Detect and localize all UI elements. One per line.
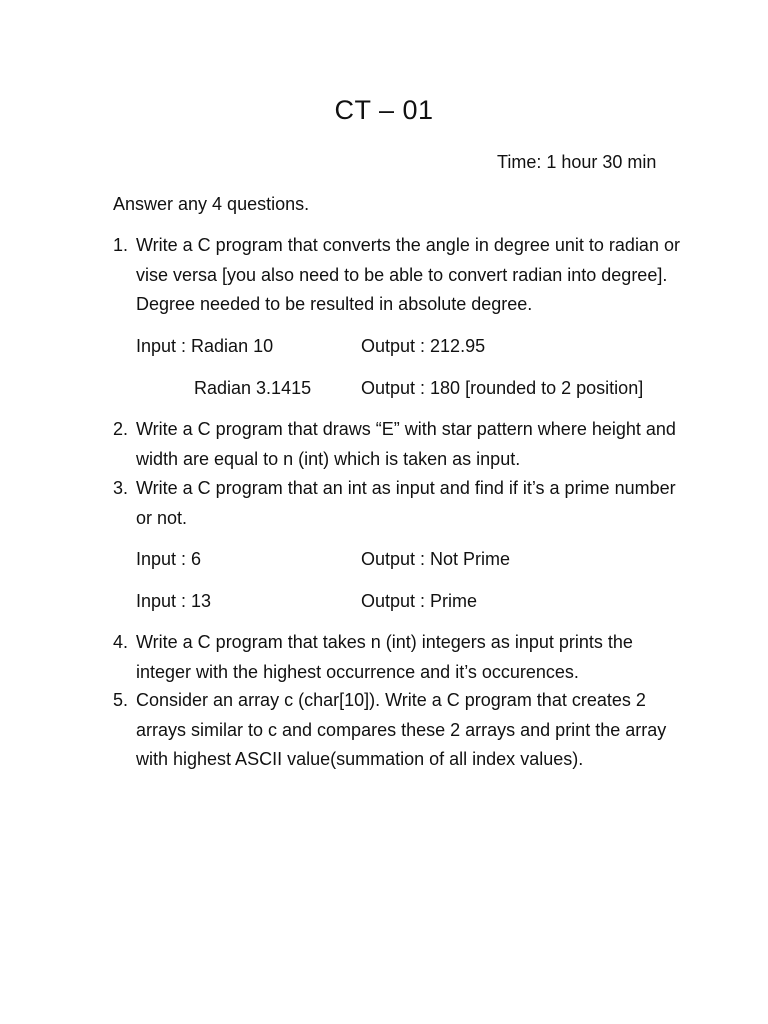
time-limit: Time: 1 hour 30 min <box>497 152 657 172</box>
example-output: Output : Not Prime <box>361 549 511 569</box>
example-output: Output : 212.95 <box>361 336 486 356</box>
example-input: Input : Radian 10 <box>136 336 274 356</box>
question-number: 5. <box>113 690 129 710</box>
question-2 <box>113 415 688 474</box>
question-number: 4. <box>113 632 129 652</box>
example-output: Output : 180 [rounded to 2 position] <box>361 378 644 398</box>
question-3 <box>113 474 688 533</box>
question-number: 1. <box>113 235 129 255</box>
question-text: Write a C program that draws “E” with star pattern where height and width are equal to n (int) which is taken as input. <box>136 419 676 469</box>
question-number: 3. <box>113 478 129 498</box>
question-4 <box>113 628 688 687</box>
instructions: Answer any 4 questions. <box>113 194 310 214</box>
example-input: Radian 3.1415 <box>194 378 312 398</box>
question-text: Consider an array c (char[10]). Write a C program that creates 2 arrays similar to c and compares these 2 arrays and print the array with highest ASCII value(summation of all index values). <box>136 690 667 769</box>
example-output: Output : Prime <box>361 591 478 611</box>
page-title: CT – 01 <box>334 95 434 125</box>
example-input: Input : 13 <box>136 591 212 611</box>
question-1 <box>113 231 688 320</box>
question-text: Write a C program that converts the angle in degree unit to radian or vise versa [you also need to be able to convert radian into degree]. Degree needed to be resulted in absolute degree. <box>136 235 680 314</box>
question-text: Write a C program that an int as input and find if it’s a prime number or not. <box>136 478 676 528</box>
question-number: 2. <box>113 419 129 439</box>
question-text: Write a C program that takes n (int) integers as input prints the integer with the highest occurrence and it’s occurences. <box>136 632 633 682</box>
question-5 <box>113 686 688 775</box>
example-input: Input : 6 <box>136 549 202 569</box>
